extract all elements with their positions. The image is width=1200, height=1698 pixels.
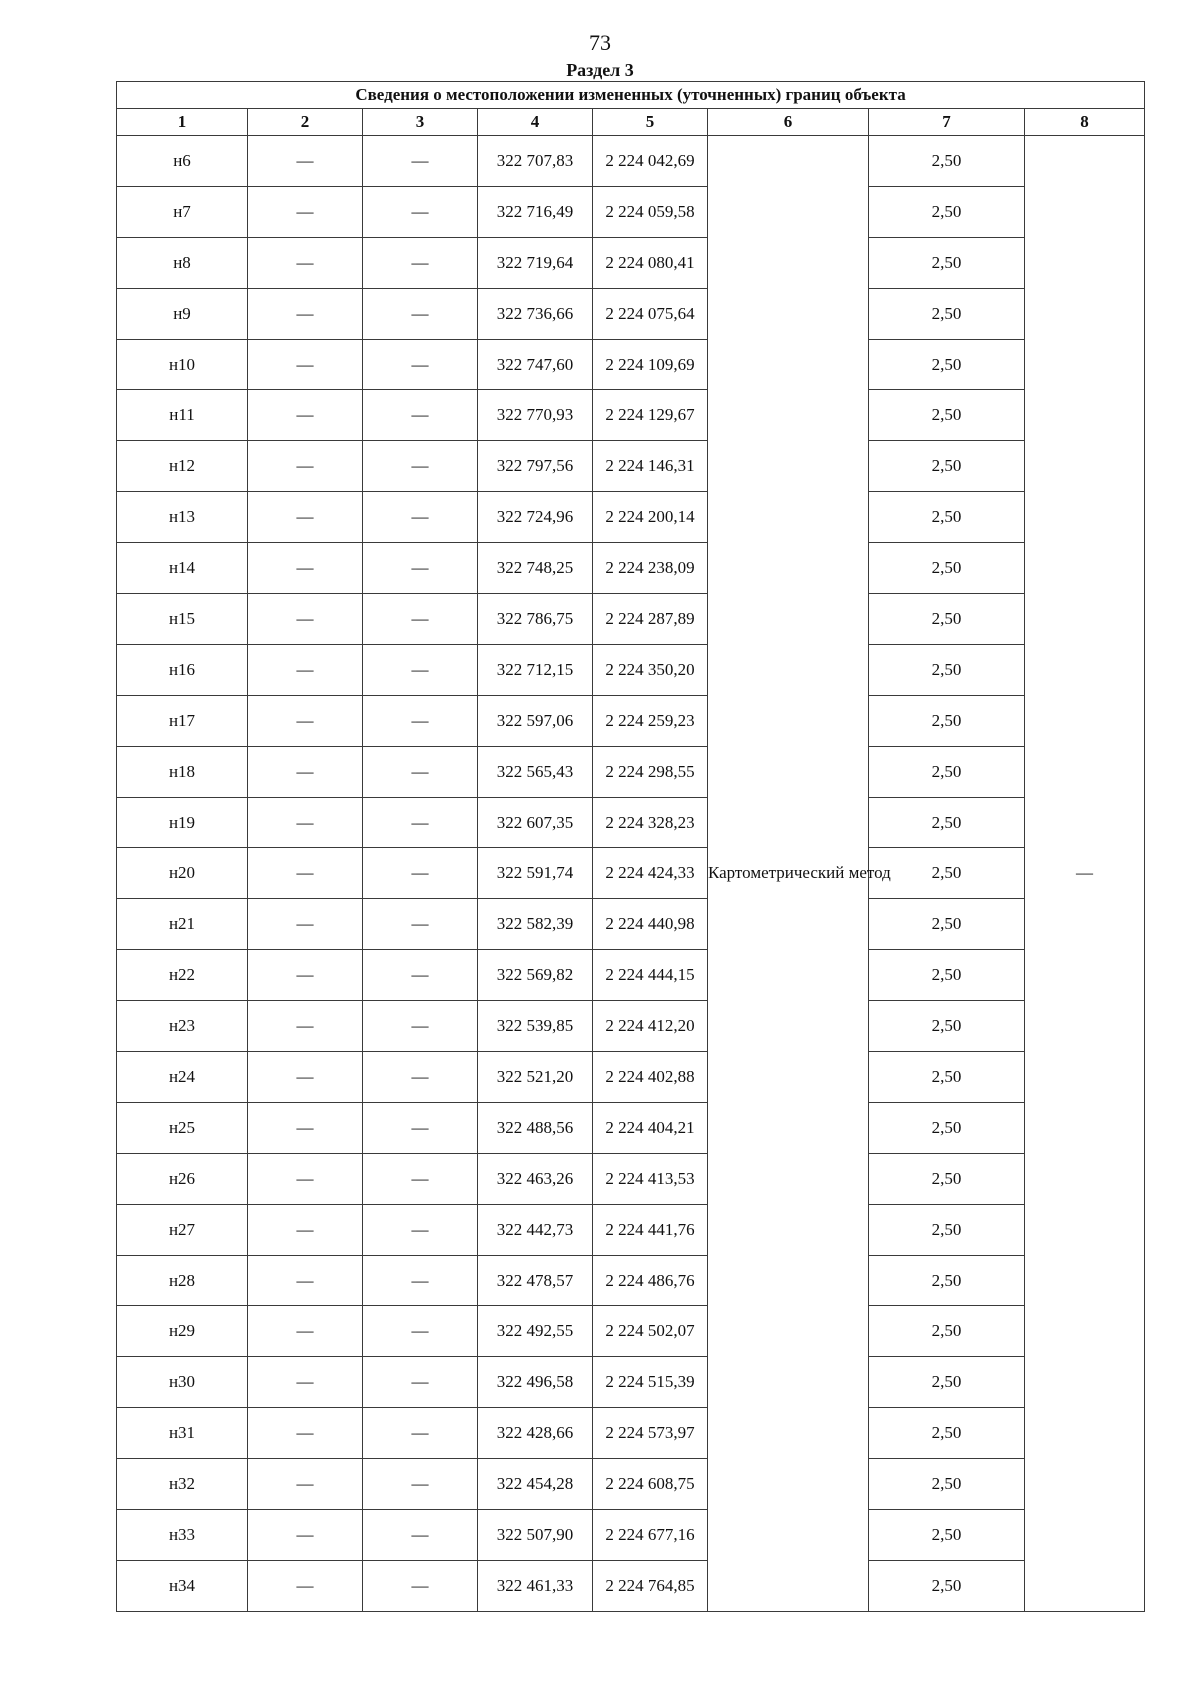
x-coordinate: 322 770,93 xyxy=(478,390,593,441)
point-name: н33 xyxy=(117,1510,248,1561)
point-name: н11 xyxy=(117,390,248,441)
accuracy-value: 2,50 xyxy=(869,288,1025,339)
table-row xyxy=(117,1510,1145,1561)
accuracy-value: 2,50 xyxy=(869,1560,1025,1611)
x-coordinate: 322 712,15 xyxy=(478,644,593,695)
x-coordinate: 322 707,83 xyxy=(478,136,593,187)
column-3-value: — xyxy=(363,1255,478,1306)
accuracy-value: 2,50 xyxy=(869,1459,1025,1510)
point-name: н22 xyxy=(117,950,248,1001)
column-3-value: — xyxy=(363,492,478,543)
accuracy-value: 2,50 xyxy=(869,848,1025,899)
accuracy-value: 2,50 xyxy=(869,1510,1025,1561)
table-caption: Сведения о местоположении измененных (уточненных) границ объекта xyxy=(117,82,1145,109)
table-row xyxy=(117,1153,1145,1204)
column-3-value: — xyxy=(363,1153,478,1204)
accuracy-value: 2,50 xyxy=(869,136,1025,187)
table-row xyxy=(117,288,1145,339)
column-3-value: — xyxy=(363,1306,478,1357)
x-coordinate: 322 507,90 xyxy=(478,1510,593,1561)
table-row xyxy=(117,797,1145,848)
y-coordinate: 2 224 424,33 xyxy=(593,848,708,899)
section-title: Раздел 3 xyxy=(566,60,634,80)
x-coordinate: 322 736,66 xyxy=(478,288,593,339)
y-coordinate: 2 224 298,55 xyxy=(593,746,708,797)
column-2-value: — xyxy=(248,848,363,899)
column-2-value: — xyxy=(248,1001,363,1052)
x-coordinate: 322 461,33 xyxy=(478,1560,593,1611)
point-name: н29 xyxy=(117,1306,248,1357)
column-3-value: — xyxy=(363,950,478,1001)
x-coordinate: 322 539,85 xyxy=(478,1001,593,1052)
column-3-value: — xyxy=(363,186,478,237)
y-coordinate: 2 224 404,21 xyxy=(593,1102,708,1153)
accuracy-value: 2,50 xyxy=(869,1255,1025,1306)
point-name: н17 xyxy=(117,695,248,746)
column-number-1: 1 xyxy=(117,109,248,136)
point-name: н14 xyxy=(117,543,248,594)
column-2-value: — xyxy=(248,950,363,1001)
x-coordinate: 322 463,26 xyxy=(478,1153,593,1204)
y-coordinate: 2 224 080,41 xyxy=(593,237,708,288)
x-coordinate: 322 488,56 xyxy=(478,1102,593,1153)
accuracy-value: 2,50 xyxy=(869,390,1025,441)
table-row xyxy=(117,1459,1145,1510)
column-number-4: 4 xyxy=(478,109,593,136)
page-number: 73 xyxy=(589,30,611,55)
y-coordinate: 2 224 444,15 xyxy=(593,950,708,1001)
accuracy-value: 2,50 xyxy=(869,594,1025,645)
y-coordinate: 2 224 441,76 xyxy=(593,1204,708,1255)
point-name: н21 xyxy=(117,899,248,950)
x-coordinate: 322 591,74 xyxy=(478,848,593,899)
column-2-value: — xyxy=(248,1510,363,1561)
column-2-value: — xyxy=(248,1459,363,1510)
point-name: н27 xyxy=(117,1204,248,1255)
column-2-value: — xyxy=(248,390,363,441)
column-2-value: — xyxy=(248,1560,363,1611)
y-coordinate: 2 224 412,20 xyxy=(593,1001,708,1052)
accuracy-value: 2,50 xyxy=(869,1357,1025,1408)
point-name: н12 xyxy=(117,441,248,492)
x-coordinate: 322 569,82 xyxy=(478,950,593,1001)
x-coordinate: 322 496,58 xyxy=(478,1357,593,1408)
point-name: н34 xyxy=(117,1560,248,1611)
table-row xyxy=(117,1052,1145,1103)
point-name: н23 xyxy=(117,1001,248,1052)
table-row xyxy=(117,543,1145,594)
y-coordinate: 2 224 259,23 xyxy=(593,695,708,746)
column-2-value: — xyxy=(248,695,363,746)
x-coordinate: 322 565,43 xyxy=(478,746,593,797)
accuracy-value: 2,50 xyxy=(869,644,1025,695)
column-2-value: — xyxy=(248,1255,363,1306)
column-3-value: — xyxy=(363,390,478,441)
y-coordinate: 2 224 129,67 xyxy=(593,390,708,441)
column-8-value: — xyxy=(1025,136,1145,1612)
column-number-2: 2 xyxy=(248,109,363,136)
accuracy-value: 2,50 xyxy=(869,1153,1025,1204)
x-coordinate: 322 716,49 xyxy=(478,186,593,237)
column-3-value: — xyxy=(363,441,478,492)
point-name: н9 xyxy=(117,288,248,339)
accuracy-value: 2,50 xyxy=(869,746,1025,797)
column-2-value: — xyxy=(248,543,363,594)
accuracy-value: 2,50 xyxy=(869,339,1025,390)
table-row xyxy=(117,492,1145,543)
y-coordinate: 2 224 677,16 xyxy=(593,1510,708,1561)
point-name: н6 xyxy=(117,136,248,187)
accuracy-value: 2,50 xyxy=(869,1102,1025,1153)
x-coordinate: 322 786,75 xyxy=(478,594,593,645)
column-3-value: — xyxy=(363,695,478,746)
column-number-7: 7 xyxy=(869,109,1025,136)
y-coordinate: 2 224 200,14 xyxy=(593,492,708,543)
table-row xyxy=(117,594,1145,645)
point-name: н7 xyxy=(117,186,248,237)
column-2-value: — xyxy=(248,1204,363,1255)
column-3-value: — xyxy=(363,746,478,797)
point-name: н19 xyxy=(117,797,248,848)
point-name: н25 xyxy=(117,1102,248,1153)
column-2-value: — xyxy=(248,746,363,797)
column-number-5: 5 xyxy=(593,109,708,136)
y-coordinate: 2 224 350,20 xyxy=(593,644,708,695)
x-coordinate: 322 597,06 xyxy=(478,695,593,746)
column-number-3: 3 xyxy=(363,109,478,136)
column-2-value: — xyxy=(248,1052,363,1103)
column-2-value: — xyxy=(248,136,363,187)
y-coordinate: 2 224 238,09 xyxy=(593,543,708,594)
table-body xyxy=(117,136,1145,1612)
y-coordinate: 2 224 764,85 xyxy=(593,1560,708,1611)
accuracy-value: 2,50 xyxy=(869,237,1025,288)
column-2-value: — xyxy=(248,1306,363,1357)
table-row xyxy=(117,1306,1145,1357)
column-3-value: — xyxy=(363,136,478,187)
table-row xyxy=(117,848,1145,899)
y-coordinate: 2 224 328,23 xyxy=(593,797,708,848)
coordinates-table xyxy=(116,81,1145,1612)
point-name: н13 xyxy=(117,492,248,543)
column-3-value: — xyxy=(363,1204,478,1255)
y-coordinate: 2 224 042,69 xyxy=(593,136,708,187)
column-3-value: — xyxy=(363,1510,478,1561)
table-row xyxy=(117,1204,1145,1255)
column-number-8: 8 xyxy=(1025,109,1145,136)
x-coordinate: 322 797,56 xyxy=(478,441,593,492)
column-2-value: — xyxy=(248,288,363,339)
accuracy-value: 2,50 xyxy=(869,1306,1025,1357)
accuracy-value: 2,50 xyxy=(869,1408,1025,1459)
point-name: н18 xyxy=(117,746,248,797)
column-2-value: — xyxy=(248,644,363,695)
point-name: н20 xyxy=(117,848,248,899)
table-row xyxy=(117,899,1145,950)
y-coordinate: 2 224 502,07 xyxy=(593,1306,708,1357)
accuracy-value: 2,50 xyxy=(869,1052,1025,1103)
point-name: н10 xyxy=(117,339,248,390)
column-2-value: — xyxy=(248,492,363,543)
column-3-value: — xyxy=(363,1459,478,1510)
column-3-value: — xyxy=(363,644,478,695)
accuracy-value: 2,50 xyxy=(869,695,1025,746)
column-3-value: — xyxy=(363,288,478,339)
accuracy-value: 2,50 xyxy=(869,899,1025,950)
table-row xyxy=(117,1560,1145,1611)
column-2-value: — xyxy=(248,899,363,950)
table-row xyxy=(117,136,1145,187)
column-3-value: — xyxy=(363,899,478,950)
column-2-value: — xyxy=(248,797,363,848)
accuracy-value: 2,50 xyxy=(869,543,1025,594)
table-row xyxy=(117,186,1145,237)
y-coordinate: 2 224 515,39 xyxy=(593,1357,708,1408)
column-2-value: — xyxy=(248,441,363,492)
y-coordinate: 2 224 608,75 xyxy=(593,1459,708,1510)
column-3-value: — xyxy=(363,339,478,390)
accuracy-value: 2,50 xyxy=(869,441,1025,492)
point-name: н24 xyxy=(117,1052,248,1103)
table-row xyxy=(117,1408,1145,1459)
column-3-value: — xyxy=(363,848,478,899)
accuracy-value: 2,50 xyxy=(869,492,1025,543)
column-2-value: — xyxy=(248,339,363,390)
point-name: н16 xyxy=(117,644,248,695)
accuracy-value: 2,50 xyxy=(869,186,1025,237)
column-3-value: — xyxy=(363,1001,478,1052)
table-row xyxy=(117,390,1145,441)
accuracy-value: 2,50 xyxy=(869,950,1025,1001)
point-name: н26 xyxy=(117,1153,248,1204)
column-2-value: — xyxy=(248,186,363,237)
column-2-value: — xyxy=(248,1408,363,1459)
y-coordinate: 2 224 486,76 xyxy=(593,1255,708,1306)
column-3-value: — xyxy=(363,1560,478,1611)
column-number-row xyxy=(117,109,1145,136)
x-coordinate: 322 719,64 xyxy=(478,237,593,288)
y-coordinate: 2 224 402,88 xyxy=(593,1052,708,1103)
point-name: н31 xyxy=(117,1408,248,1459)
column-3-value: — xyxy=(363,797,478,848)
accuracy-value: 2,50 xyxy=(869,797,1025,848)
x-coordinate: 322 724,96 xyxy=(478,492,593,543)
column-3-value: — xyxy=(363,1408,478,1459)
column-3-value: — xyxy=(363,1052,478,1103)
table-row xyxy=(117,339,1145,390)
x-coordinate: 322 492,55 xyxy=(478,1306,593,1357)
table-row xyxy=(117,1255,1145,1306)
x-coordinate: 322 442,73 xyxy=(478,1204,593,1255)
x-coordinate: 322 478,57 xyxy=(478,1255,593,1306)
x-coordinate: 322 582,39 xyxy=(478,899,593,950)
column-3-value: — xyxy=(363,1102,478,1153)
column-3-value: — xyxy=(363,1357,478,1408)
table-row xyxy=(117,441,1145,492)
x-coordinate: 322 521,20 xyxy=(478,1052,593,1103)
column-2-value: — xyxy=(248,1357,363,1408)
accuracy-value: 2,50 xyxy=(869,1204,1025,1255)
y-coordinate: 2 224 440,98 xyxy=(593,899,708,950)
point-name: н8 xyxy=(117,237,248,288)
method-cell: Картометрический метод xyxy=(708,136,869,1612)
y-coordinate: 2 224 413,53 xyxy=(593,1153,708,1204)
x-coordinate: 322 428,66 xyxy=(478,1408,593,1459)
point-name: н32 xyxy=(117,1459,248,1510)
table-row xyxy=(117,695,1145,746)
y-coordinate: 2 224 075,64 xyxy=(593,288,708,339)
table-row xyxy=(117,237,1145,288)
y-coordinate: 2 224 059,58 xyxy=(593,186,708,237)
point-name: н28 xyxy=(117,1255,248,1306)
table-row xyxy=(117,1102,1145,1153)
y-coordinate: 2 224 146,31 xyxy=(593,441,708,492)
column-3-value: — xyxy=(363,594,478,645)
y-coordinate: 2 224 573,97 xyxy=(593,1408,708,1459)
column-2-value: — xyxy=(248,237,363,288)
table-row xyxy=(117,644,1145,695)
column-2-value: — xyxy=(248,1153,363,1204)
point-name: н30 xyxy=(117,1357,248,1408)
table-row xyxy=(117,746,1145,797)
table-row xyxy=(117,1357,1145,1408)
x-coordinate: 322 607,35 xyxy=(478,797,593,848)
column-3-value: — xyxy=(363,543,478,594)
column-3-value: — xyxy=(363,237,478,288)
y-coordinate: 2 224 287,89 xyxy=(593,594,708,645)
table-row xyxy=(117,1001,1145,1052)
column-number-6: 6 xyxy=(708,109,869,136)
column-2-value: — xyxy=(248,594,363,645)
column-2-value: — xyxy=(248,1102,363,1153)
table-row xyxy=(117,950,1145,1001)
y-coordinate: 2 224 109,69 xyxy=(593,339,708,390)
accuracy-value: 2,50 xyxy=(869,1001,1025,1052)
x-coordinate: 322 454,28 xyxy=(478,1459,593,1510)
x-coordinate: 322 747,60 xyxy=(478,339,593,390)
point-name: н15 xyxy=(117,594,248,645)
x-coordinate: 322 748,25 xyxy=(478,543,593,594)
